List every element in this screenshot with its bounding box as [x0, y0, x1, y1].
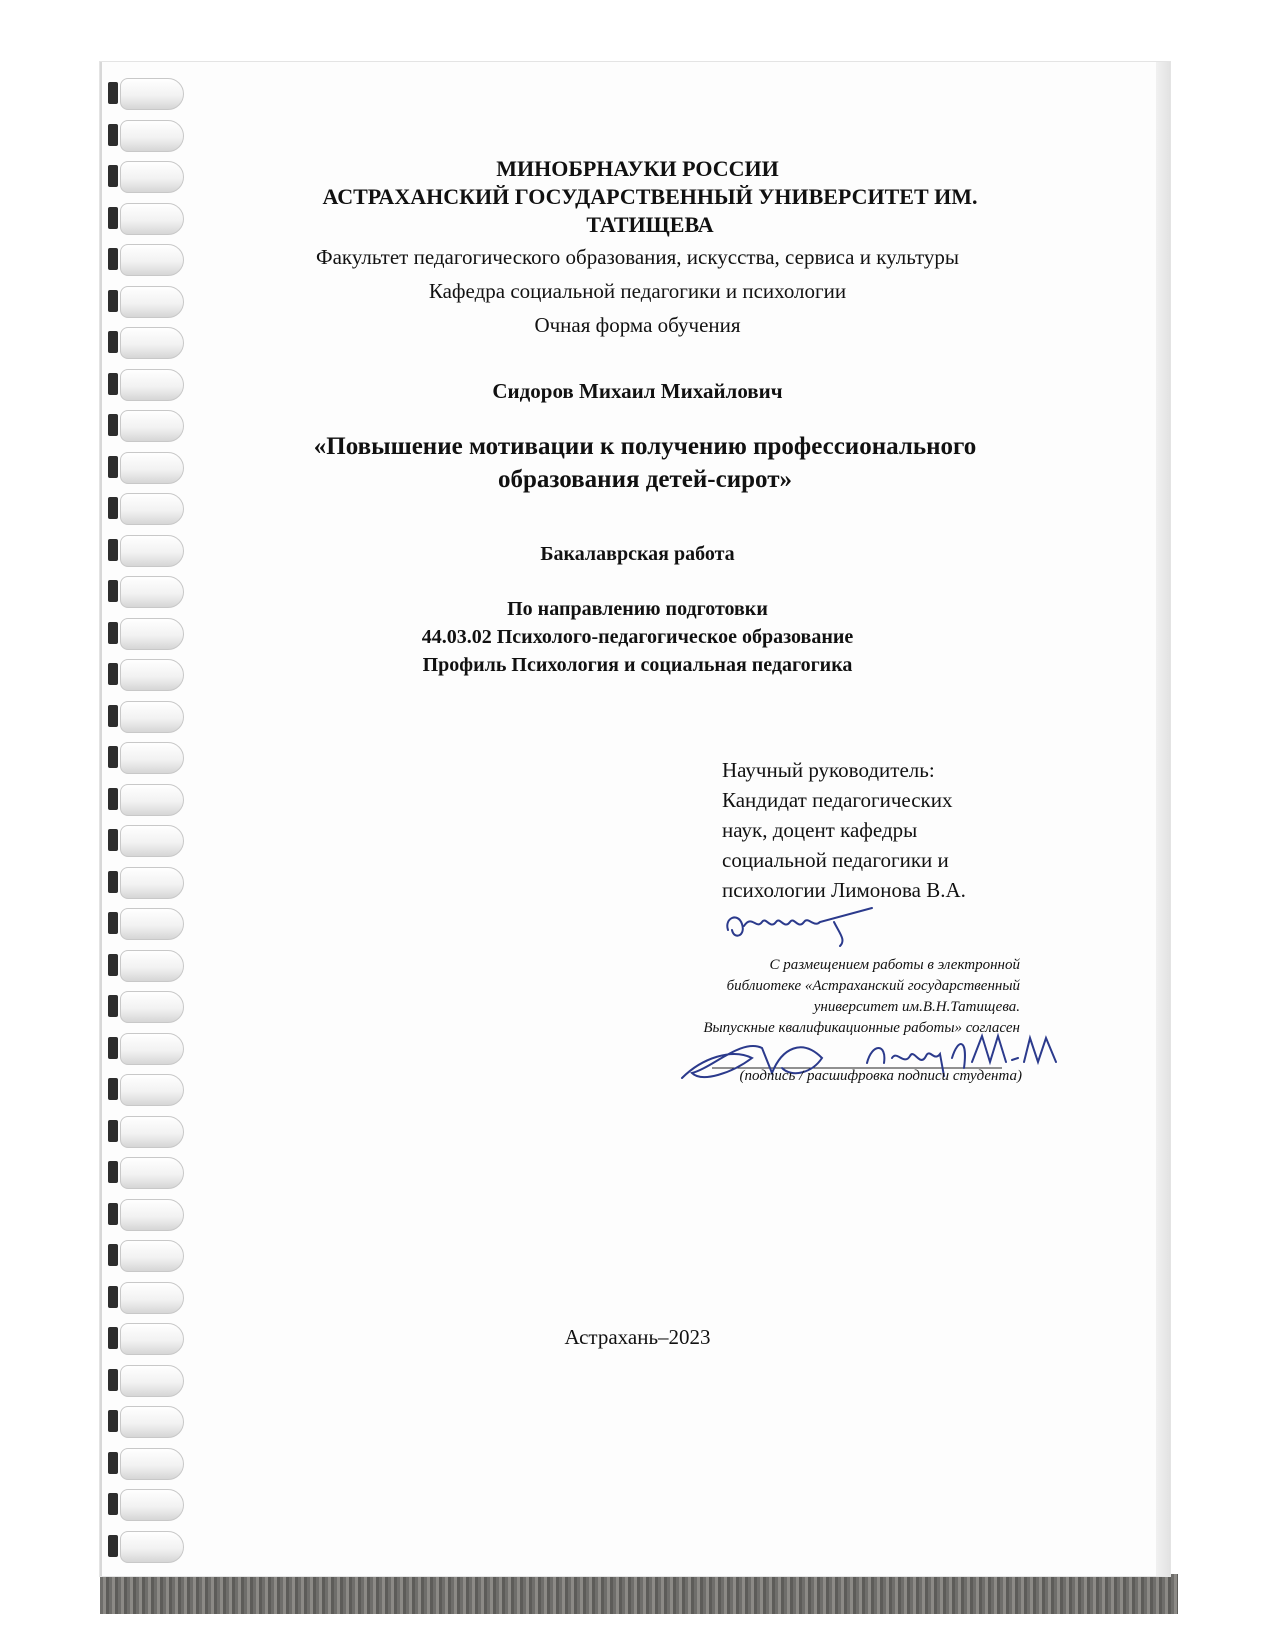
consent-block — [590, 955, 1020, 1039]
binding-ring — [120, 867, 184, 899]
faculty-line: Факультет педагогического образования, искусства, сервиса и культуры — [316, 245, 959, 269]
binding-ring — [120, 203, 184, 235]
binding-ring — [120, 1199, 184, 1231]
binding-hole — [108, 871, 118, 893]
signature-caption: (подпись / расшифровка подписи студента) — [739, 1068, 1022, 1084]
study-form-line: Очная форма обучения — [534, 313, 741, 337]
binding-hole — [108, 1037, 118, 1059]
binding-hole — [108, 912, 118, 934]
binding-ring — [120, 950, 184, 982]
binding-hole — [108, 456, 118, 478]
binding-hole — [108, 124, 118, 146]
binding-ring — [120, 1406, 184, 1438]
author-name: Сидоров Михаил Михайлович — [492, 379, 783, 403]
binding-hole — [108, 82, 118, 104]
direction-code: 44.03.02 Психолого-педагогическое образование — [421, 626, 854, 648]
binding-hole — [108, 705, 118, 727]
binding-ring — [120, 825, 184, 857]
advisor-line: психологии Лимонова В.А. — [722, 878, 966, 902]
binding-ring — [120, 120, 184, 152]
binding-hole — [108, 1203, 118, 1225]
binding-ring — [120, 1240, 184, 1272]
binding-ring — [120, 1116, 184, 1148]
binding-hole — [108, 1410, 118, 1432]
binding-ring — [120, 493, 184, 525]
binding-ring — [120, 1157, 184, 1189]
student-signature — [672, 1028, 1072, 1098]
study-profile: Профиль Психология и социальная педагогика — [422, 654, 853, 676]
advisor-signature — [722, 900, 882, 950]
binding-hole — [108, 829, 118, 851]
binding-hole — [108, 1120, 118, 1142]
advisor-line: социальной педагогики и — [722, 848, 949, 872]
binding-hole — [108, 1493, 118, 1515]
work-type: Бакалаврская работа — [540, 543, 735, 565]
binding-hole — [108, 207, 118, 229]
binding-ring — [120, 1365, 184, 1397]
ministry-heading: МИНОБРНАУКИ РОССИИ — [496, 156, 779, 181]
binding-ring — [120, 1074, 184, 1106]
direction-label: По направлению подготовки — [507, 598, 768, 620]
binding-hole — [108, 497, 118, 519]
binding-ring — [120, 78, 184, 110]
place-and-year: Астрахань–2023 — [564, 1325, 711, 1349]
advisor-line: Кандидат педагогических — [722, 788, 953, 812]
binding-hole — [108, 1244, 118, 1266]
advisor-block — [722, 755, 1022, 905]
binding-ring — [120, 452, 184, 484]
consent-line: университет им.В.Н.Татищева. — [813, 999, 1020, 1015]
binding-ring — [120, 1033, 184, 1065]
binding-ring — [120, 410, 184, 442]
binding-hole — [108, 1161, 118, 1183]
binding-hole — [108, 788, 118, 810]
binding-hole — [108, 746, 118, 768]
binding-hole — [108, 995, 118, 1017]
binding-hole — [108, 1078, 118, 1100]
binding-hole — [108, 1286, 118, 1308]
consent-line: С размещением работы в электронной — [769, 957, 1020, 973]
advisor-line: Научный руководитель: — [722, 758, 935, 782]
binding-ring — [120, 1489, 184, 1521]
binding-ring — [120, 784, 184, 816]
chair-line: Кафедра социальной педагогики и психологии — [428, 279, 847, 303]
advisor-line: наук, доцент кафедры — [722, 818, 918, 842]
consent-line: библиотеке «Астраханский государственный — [726, 978, 1020, 994]
binding-ring — [120, 908, 184, 940]
university-heading: АСТРАХАНСКИЙ ГОСУДАРСТВЕННЫЙ УНИВЕРСИТЕТ ИМ. ТАТИЩЕВА — [322, 184, 978, 237]
binding-ring — [120, 1282, 184, 1314]
binding-ring — [120, 1531, 184, 1563]
binding-hole — [108, 1369, 118, 1391]
binding-ring — [120, 1448, 184, 1480]
thesis-title: «Повышение мотивации к получению профессионального образования детей-сирот» — [313, 433, 977, 493]
binding-ring — [120, 742, 184, 774]
binding-hole — [108, 1452, 118, 1474]
binding-hole — [108, 414, 118, 436]
consent-line: Выпускные квалификационные работы» согласен — [703, 1020, 1020, 1036]
binding-ring — [120, 991, 184, 1023]
table-surface — [100, 1574, 1178, 1614]
binding-ring — [120, 701, 184, 733]
binding-hole — [108, 954, 118, 976]
binding-hole — [108, 1535, 118, 1557]
